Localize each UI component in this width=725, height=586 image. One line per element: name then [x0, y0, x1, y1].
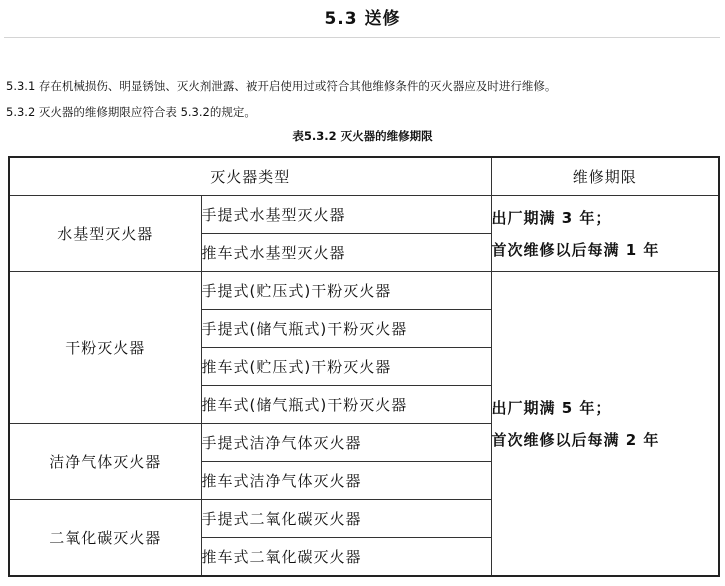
category-cell: 洁净气体灭火器	[9, 424, 201, 500]
section-title: 5.3 送修	[324, 9, 401, 29]
header-period: 维修期限	[491, 157, 719, 196]
table-row	[9, 196, 719, 234]
period-cell-water	[491, 196, 719, 272]
period-line: 首次维修以后每满 1 年	[491, 240, 660, 259]
type-cell: 手提式二氧化碳灭火器	[201, 500, 491, 538]
maintenance-period-table	[8, 156, 720, 577]
type-cell: 手提式(储气瓶式)干粉灭火器	[201, 310, 491, 348]
paragraph-5-3-1: 5.3.1 存在机械损伤、明显锈蚀、灭火剂泄露、被开启使用过或符合其他维修条件的灭火器应及时进行维修。	[6, 79, 557, 93]
table-row	[9, 272, 719, 310]
type-cell: 手提式(贮压式)干粉灭火器	[201, 272, 491, 310]
period-line: 出厂期满 5 年；	[491, 398, 612, 417]
header-type: 灭火器类型	[9, 157, 491, 196]
table-header-row	[9, 157, 719, 196]
paragraph-5-3-2: 5.3.2 灭火器的维修期限应符合表 5.3.2的规定。	[6, 105, 256, 119]
type-cell: 推车式水基型灭火器	[201, 234, 491, 272]
type-cell: 手提式洁净气体灭火器	[201, 424, 491, 462]
type-cell: 推车式(储气瓶式)干粉灭火器	[201, 386, 491, 424]
category-cell: 二氧化碳灭火器	[9, 500, 201, 577]
category-cell: 干粉灭火器	[9, 272, 201, 424]
type-cell: 手提式水基型灭火器	[201, 196, 491, 234]
type-cell: 推车式二氧化碳灭火器	[201, 538, 491, 577]
type-cell: 推车式(贮压式)干粉灭火器	[201, 348, 491, 386]
title-divider	[4, 37, 720, 38]
category-cell: 水基型灭火器	[9, 196, 201, 272]
period-cell-others	[491, 272, 719, 577]
period-line: 出厂期满 3 年；	[491, 208, 612, 227]
table-caption: 表5.3.2 灭火器的维修期限	[292, 129, 433, 143]
type-cell: 推车式洁净气体灭火器	[201, 462, 491, 500]
period-line: 首次维修以后每满 2 年	[491, 430, 660, 449]
